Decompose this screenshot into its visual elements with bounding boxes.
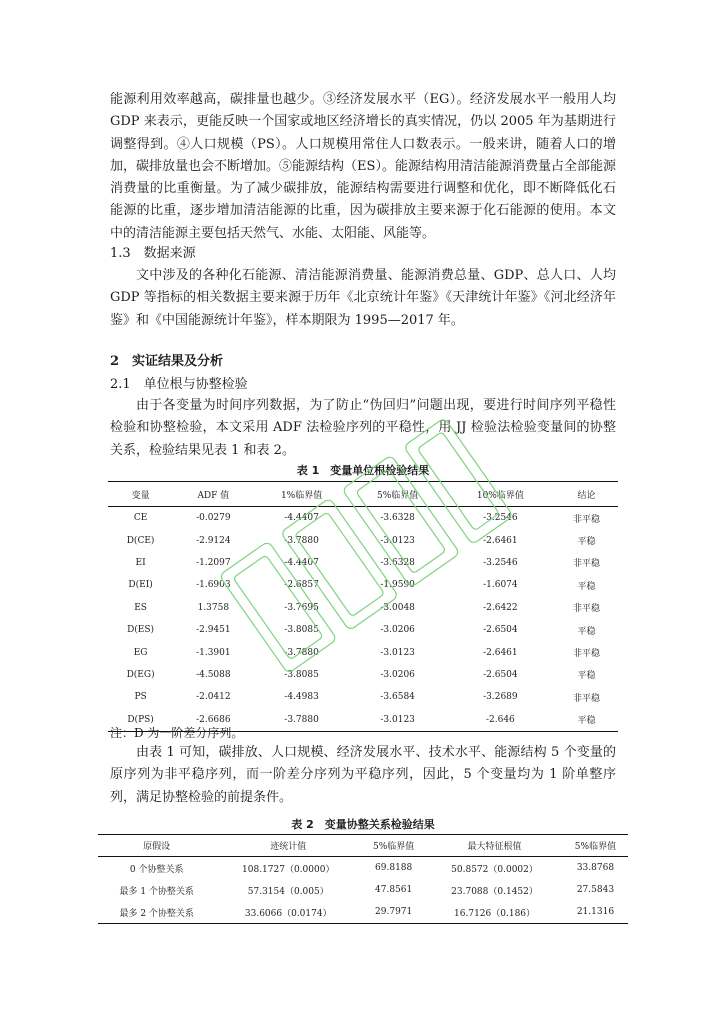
table2-cell: 33.6066（0.0174）: [244, 908, 332, 919]
table1-cell: -1.3901: [196, 647, 231, 658]
table2-body: [98, 857, 628, 924]
table1-cell: -3.0048: [380, 602, 415, 613]
table1-cell: -2.6857: [284, 580, 319, 591]
table1-note: 注：D 为一阶差分序列。: [110, 726, 244, 740]
table2-cell: 最多 1 个协整关系: [119, 886, 194, 897]
table1-cell: -1.9590: [380, 580, 415, 591]
table1-row: [108, 686, 618, 708]
table1-cell: 平稳: [577, 581, 596, 592]
table1-cell: 平稳: [577, 626, 596, 637]
table2-header-cell: 迹统计值: [215, 835, 361, 857]
table1-cell: -3.7880: [284, 535, 319, 546]
paragraph-data-source: 文中涉及的各种化石能源、清洁能源消费量、能源消费总量、GDP、总人口、人均 GDP 等指标的相关数据主要来源于历年《北京统计年鉴》《天津统计年鉴》《河北经济年鉴》和《中国能源统计年鉴》，样本期限为 1995—2017 年。: [110, 268, 616, 328]
table1-header-cell: 结论: [555, 482, 618, 507]
table2-cell: 29.7971: [375, 907, 413, 917]
table1-caption: 表 1 变量单位根检验结果: [296, 464, 430, 477]
table2-cell: 108.1727（0.0000）: [242, 864, 335, 875]
section-heading-1-3: 1.3 数据来源: [110, 246, 196, 261]
table1-cell: D(PS): [127, 714, 154, 725]
table2-cointegration: [98, 834, 628, 924]
table1-cell: -2.6461: [483, 535, 518, 546]
table1-cell: -3.0123: [380, 647, 415, 658]
table1-cell: D(EI): [128, 580, 153, 591]
table1-cell: -3.6328: [380, 557, 415, 568]
table2-cell: 69.8188: [375, 863, 413, 873]
table1-cell: EG: [133, 647, 148, 658]
table1-cell: 1.3758: [197, 602, 230, 613]
table2-header-cell: 5%临界值: [563, 835, 628, 857]
table1-row: [108, 664, 618, 686]
table1-cell: D(ES): [127, 625, 155, 636]
paragraph-method: 由于各变量为时间序列数据，为了防止“伪回归”问题出现，要进行时间序列平稳性检验和协整检验，本文采用 ADF 法检验序列的平稳性，用 JJ 检验法检验变量间的协整关系，检验结果见表 1 和表 2。: [110, 398, 616, 458]
table2-header-cell: 5%临界值: [361, 835, 426, 857]
table1-row: [108, 597, 618, 619]
table1-cell: -3.0123: [380, 535, 415, 546]
table1-cell: -2.646: [485, 714, 515, 725]
table1-cell: 非平稳: [573, 604, 601, 615]
table1-row: [108, 552, 618, 574]
table1-header-cell: 5%临界值: [350, 482, 446, 507]
table1-header-cell: ADF 值: [173, 482, 253, 507]
paragraph-variables: 能源利用效率越高，碳排量也越少。③经济发展水平（EG）。经济发展水平一般用人均 GDP 来表示，更能反映一个国家或地区经济增长的真实情况，仍以 2005 年为基期进行调整得到。④人口规模（PS）。人口规模用常住人口数表示。一般来讲，随着人口的增加，碳排放量也会不断增加。⑤能源结构（ES）。能源结构用清洁能源消费量占全部能源消费量的比重衡量。为了减少碳排放，能源结构需要进行调整和优化，即不断降低化石能源的比重，逐步增加清洁能源的比重，因为碳排放主要来源于化石能源的使用。本文中的清洁能源主要包括天然气、水能、太阳能、风能等。: [110, 92, 616, 241]
table1-cell: -3.8085: [284, 669, 319, 680]
table1-cell: -3.0206: [380, 625, 415, 636]
table1-cell: -3.2546: [483, 513, 518, 524]
table2-cell: 33.8768: [576, 863, 615, 873]
table2-header-cell: 原假设: [98, 835, 215, 857]
table2-cell: 50.8572（0.0002）: [451, 864, 538, 875]
paragraph-result: 由表 1 可知，碳排放、人口规模、经济发展水平、技术水平、能源结构 5 个变量的原序列为非平稳序列，而一阶差分序列为平稳序列，因此，5 个变量均为 1 阶单整序列，满足协整检验的前提条件。: [110, 745, 616, 805]
table1-cell: -2.6422: [483, 602, 518, 613]
table1-header-cell: 10%临界值: [446, 482, 555, 507]
table2-caption: 表 2 变量协整关系检验结果: [291, 818, 435, 831]
table1-cell: -0.0279: [196, 513, 231, 524]
table1-cell: -3.2689: [483, 692, 518, 703]
table1-cell: -4.4407: [284, 513, 319, 524]
table2-cell: 27.5843: [576, 885, 615, 895]
table1-row: [108, 574, 618, 596]
table1-cell: -3.8085: [284, 625, 319, 636]
table1-cell: 非平稳: [573, 559, 601, 570]
table1-cell: -4.4407: [284, 557, 319, 568]
table1-cell: -2.0412: [196, 692, 231, 703]
table1-row: [108, 507, 618, 530]
table1-cell: -3.0206: [380, 669, 415, 680]
table1-cell: -3.7880: [284, 714, 319, 725]
table1-cell: -1.2097: [196, 557, 231, 568]
table1-cell: EI: [135, 557, 146, 568]
table1-header-row: [108, 482, 618, 507]
table1-cell: -3.6584: [380, 692, 415, 703]
table1-header-cell: 变量: [108, 482, 173, 507]
table1-cell: -1.6074: [483, 580, 518, 591]
table1-cell: -2.6504: [483, 625, 518, 636]
table1-cell: 非平稳: [573, 514, 601, 525]
table2-header-row: [98, 835, 628, 857]
table1-row: [108, 641, 618, 663]
table1-cell: -4.4983: [284, 692, 319, 703]
table2-row: [98, 857, 628, 880]
table1-cell: -2.6461: [483, 647, 518, 658]
table1-cell: 非平稳: [573, 649, 601, 660]
table1-row: [108, 529, 618, 551]
table1-cell: 平稳: [577, 671, 596, 682]
table1-cell: D(CE): [126, 535, 155, 546]
table1-cell: ES: [134, 602, 147, 613]
table1-cell: -2.6686: [196, 714, 231, 725]
table1-cell: PS: [134, 692, 147, 703]
table1-cell: -2.9124: [196, 535, 231, 546]
table2-cell: 47.8561: [375, 885, 413, 895]
table2-cell: 23.7088（0.1452）: [451, 886, 538, 897]
table1-cell: 平稳: [577, 537, 596, 548]
table1-cell: -4.5088: [196, 669, 231, 680]
table1-body: [108, 507, 618, 732]
table2-cell: 0 个协整关系: [129, 864, 184, 875]
table1-cell: -3.7695: [284, 602, 319, 613]
table1-cell: -3.6328: [380, 513, 415, 524]
table1-cell: D(EG): [126, 669, 155, 680]
table1-cell: -1.6903: [196, 580, 231, 591]
table2-cell: 21.1316: [576, 907, 615, 917]
section-heading-2: 2 实证结果及分析: [110, 354, 224, 369]
table1-row: [108, 619, 618, 641]
table1-cell: -2.6504: [483, 669, 518, 680]
table1-cell: -3.2546: [483, 557, 518, 568]
table2-row: [98, 879, 628, 901]
table2-cell: 57.3154（0.005）: [247, 886, 329, 897]
table1-cell: CE: [133, 513, 148, 524]
table1-cell: -3.7880: [284, 647, 319, 658]
table2-row: [98, 901, 628, 924]
table2-cell: 16.7126（0.186）: [454, 908, 536, 919]
table2-cell: 最多 2 个协整关系: [119, 908, 194, 919]
table1-header-cell: 1%临界值: [254, 482, 350, 507]
table1-unit-root: [108, 481, 618, 732]
table1-cell: -3.0123: [380, 714, 415, 725]
section-heading-2-1: 2.1 单位根与协整检验: [110, 377, 248, 392]
table2-header-cell: 最大特征根值: [426, 835, 563, 857]
table1-cell: 平稳: [577, 716, 596, 727]
table1-cell: -2.9451: [196, 625, 231, 636]
table1-cell: 非平稳: [573, 693, 601, 704]
